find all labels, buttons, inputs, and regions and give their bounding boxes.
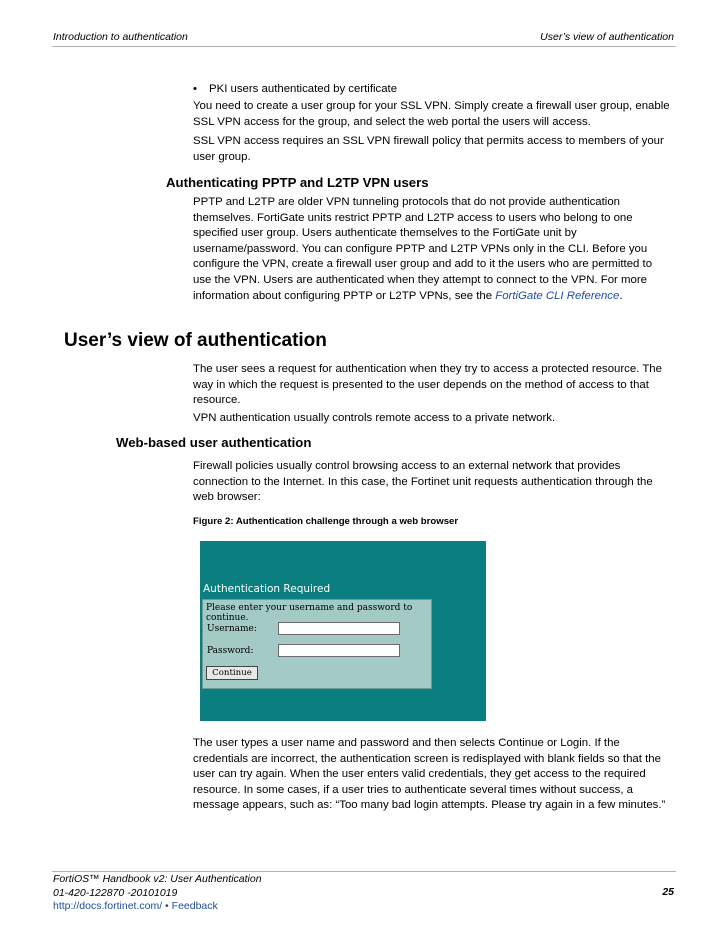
para-after-figure-text: The user types a user name and password and then selects Continue or Login. If the credentials are incorrect, the authentication screen is redisplayed with blank fields so that the user can try again. When the user enters valid credentials, they get access to the required resource. In some cases, if a user tries to authenticate several times without success, a message appears, such as: “Too many bad login attempts. Please try again in a few minutes.” xyxy=(193,737,666,812)
password-label: Password: xyxy=(207,646,254,656)
para-pptp-end: . xyxy=(619,289,623,302)
para-ssl-1 xyxy=(193,99,673,130)
para-web xyxy=(193,459,673,506)
para-view-2 xyxy=(193,411,673,427)
heading-users-view: User’s view of authentication xyxy=(64,330,327,351)
figure-caption: Figure 2: Authentication challenge through a web browser xyxy=(193,516,459,527)
footer-doc-id: 01-420-122870 -20101019 xyxy=(53,887,178,899)
cli-reference-link[interactable]: FortiGate CLI Reference xyxy=(495,289,620,302)
para-ssl-2-text: SSL VPN access requires an SSL VPN firewall policy that permits access to members of your user group. xyxy=(193,135,664,163)
auth-form-panel xyxy=(202,599,432,689)
footer-separator: • xyxy=(162,900,172,912)
auth-prompt: Please enter your username and password to continue. xyxy=(206,603,413,623)
page-number: 25 xyxy=(662,886,674,898)
footer-title: FortiOS™ Handbook v2: User Authentication xyxy=(53,873,262,885)
para-pptp xyxy=(193,195,673,304)
bullet-text: PKI users authenticated by certificate xyxy=(209,83,398,95)
heading-web-auth: Web-based user authentication xyxy=(116,435,312,450)
para-after-figure xyxy=(193,736,673,814)
header-rule xyxy=(52,46,676,47)
para-view-1 xyxy=(193,362,673,409)
continue-button[interactable]: Continue xyxy=(206,666,258,680)
heading-pptp: Authenticating PPTP and L2TP VPN users xyxy=(166,175,429,190)
username-input[interactable] xyxy=(278,622,400,635)
header-left: Introduction to authentication xyxy=(53,31,188,43)
para-view-2-text: VPN authentication usually controls remote access to a private network. xyxy=(193,412,556,424)
para-ssl-1-text: You need to create a user group for your SSL VPN. Simply create a firewall user group, enable SSL VPN access for the group, and select the web portal the users will access. xyxy=(193,100,670,128)
docs-link[interactable]: http://docs.fortinet.com/ xyxy=(53,900,163,912)
bullet-item xyxy=(193,82,397,98)
auth-challenge-screenshot xyxy=(200,541,486,721)
footer-rule xyxy=(52,871,676,872)
para-pptp-body: PPTP and L2TP are older VPN tunneling protocols that do not provide authentication themselves. FortiGate units restrict PPTP and L2TP access to users who belong to one specified user group. Users authenticate themselves to the FortiGate unit by username/password. You can configure PPTP and L2TP VPNs only in the CLI. Before you configure the VPN, create a firewall user group and add to it the users who are permitted to use the VPN. Users are authenticated when they attempt to connect to the VPN. For more information about configuring PPTP or L2TP VPNs, see the xyxy=(193,196,653,302)
auth-dialog-title: Authentication Required xyxy=(203,583,331,595)
footer-links xyxy=(53,900,218,912)
para-web-text: Firewall policies usually control browsing access to an external network that provides connection to the Internet. In this case, the Fortinet unit requests authentication through the web browser: xyxy=(193,460,653,504)
header-right: User’s view of authentication xyxy=(540,31,674,43)
password-input[interactable] xyxy=(278,644,400,657)
username-label: Username: xyxy=(207,624,257,634)
para-pptp-text xyxy=(193,195,673,304)
para-ssl-2 xyxy=(193,134,673,165)
feedback-link[interactable]: Feedback xyxy=(171,900,218,912)
bullet-dot: • xyxy=(193,83,197,95)
para-view-1-text: The user sees a request for authentication when they try to access a protected resource. The way in which the request is presented to the user depends on the method of access to that resource. xyxy=(193,363,662,407)
